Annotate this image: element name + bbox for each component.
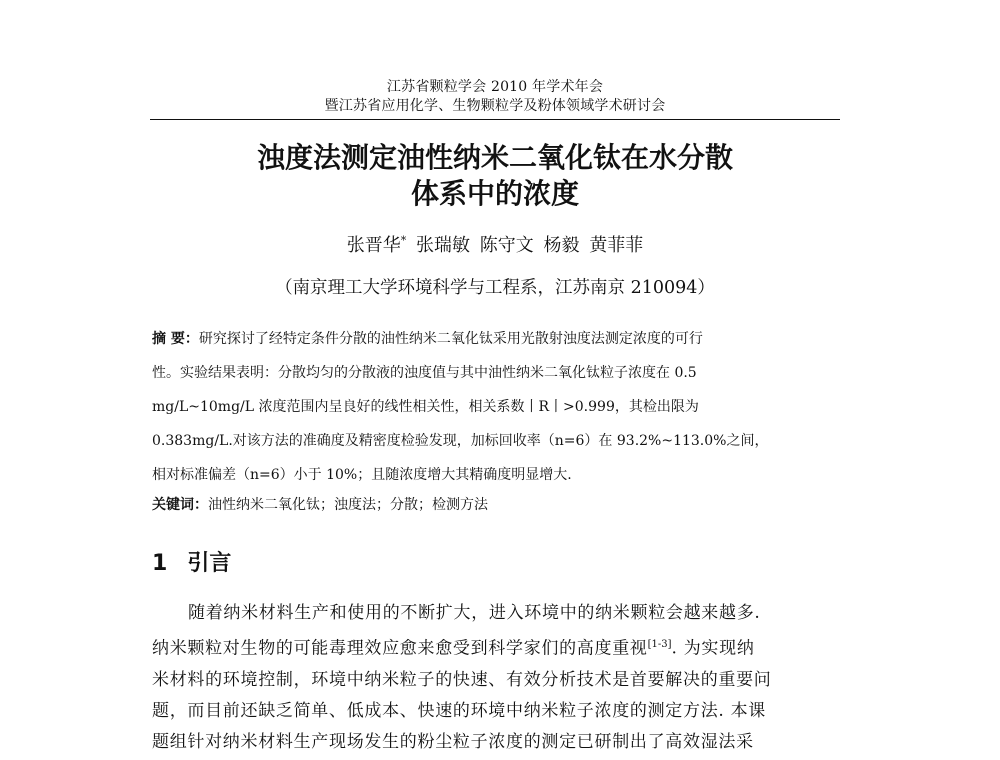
co-authors: 张瑞敏 陈守文 杨毅 黄菲菲 bbox=[416, 235, 644, 256]
conference-header-line-1: 江苏省颗粒学会 2010 年学术年会 bbox=[386, 79, 604, 95]
abstract-line-1 bbox=[152, 322, 842, 356]
header-rule bbox=[150, 119, 840, 120]
citation-ref: [1-3] bbox=[647, 639, 672, 650]
body-line-3: 米材料的环境控制，环境中纳米粒子的快速、有效分析技术是首要解决的重要问 bbox=[152, 669, 772, 690]
corresponding-author: 张晋华 bbox=[346, 235, 401, 256]
abstract-text-1: 研究探讨了经特定条件分散的油性纳米二氧化钛采用光散射浊度法测定浓度的可行 bbox=[198, 331, 703, 347]
keywords-label: 关键词： bbox=[152, 497, 208, 513]
abstract bbox=[152, 322, 842, 492]
abstract-line-5: 相对标准偏差（n=6）小于 10%；且随浓度增大其精确度明显增大. bbox=[152, 467, 572, 483]
paper-title-line-1: 浊度法测定油性纳米二氧化钛在水分散 bbox=[256, 141, 733, 174]
keywords bbox=[152, 494, 842, 516]
introduction-body bbox=[152, 598, 844, 758]
section-title: 引言 bbox=[187, 551, 232, 576]
body-line-1: 随着纳米材料生产和使用的不断扩大，进入环境中的纳米颗粒会越来越多. bbox=[188, 603, 761, 623]
body-text-2b: . 为实现纳 bbox=[671, 638, 755, 659]
keywords-text: 油性纳米二氧化钛；浊度法；分散；检测方法 bbox=[208, 497, 488, 513]
body-line-4: 题，而目前还缺乏简单、低成本、快速的环境中纳米粒子浓度的测定方法. 本课 bbox=[152, 700, 767, 721]
conference-header-line-2: 暨江苏省应用化学、生物颗粒学及粉体领域学术研讨会 bbox=[324, 98, 666, 114]
body-text-2a: 纳米颗粒对生物的可能毒理效应愈来愈受到科学家们的高度重视 bbox=[152, 638, 648, 659]
corresponding-author-mark: * bbox=[400, 234, 407, 247]
abstract-label: 摘 要： bbox=[152, 331, 199, 347]
paper-title-line-2: 体系中的浓度 bbox=[410, 177, 579, 210]
conference-header bbox=[150, 78, 840, 116]
abstract-line-4: 0.383mg/L.对该方法的准确度及精密度检验发现，加标回收率（n=6）在 93.2%~113.0%之间， bbox=[152, 433, 769, 449]
author-list bbox=[150, 229, 840, 258]
affiliation: （南京理工大学环境科学与工程系，江苏南京 210094） bbox=[275, 278, 715, 298]
section-number: 1 bbox=[152, 551, 168, 576]
body-line-5: 题组针对纳米材料生产现场发生的粉尘粒子浓度的测定已研制出了高效湿法采 bbox=[152, 731, 754, 752]
abstract-line-2: 性。实验结果表明：分散均匀的分散液的浊度值与其中油性纳米二氧化钛粒子浓度在 0.5 bbox=[152, 365, 697, 381]
body-line-2 bbox=[152, 629, 844, 665]
paper-title bbox=[150, 140, 840, 212]
abstract-line-3: mg/L~10mg/L 浓度范围内呈良好的线性相关性，相关系数丨R丨>0.999，其检出限为 bbox=[152, 399, 699, 415]
section-heading-introduction bbox=[152, 550, 231, 578]
